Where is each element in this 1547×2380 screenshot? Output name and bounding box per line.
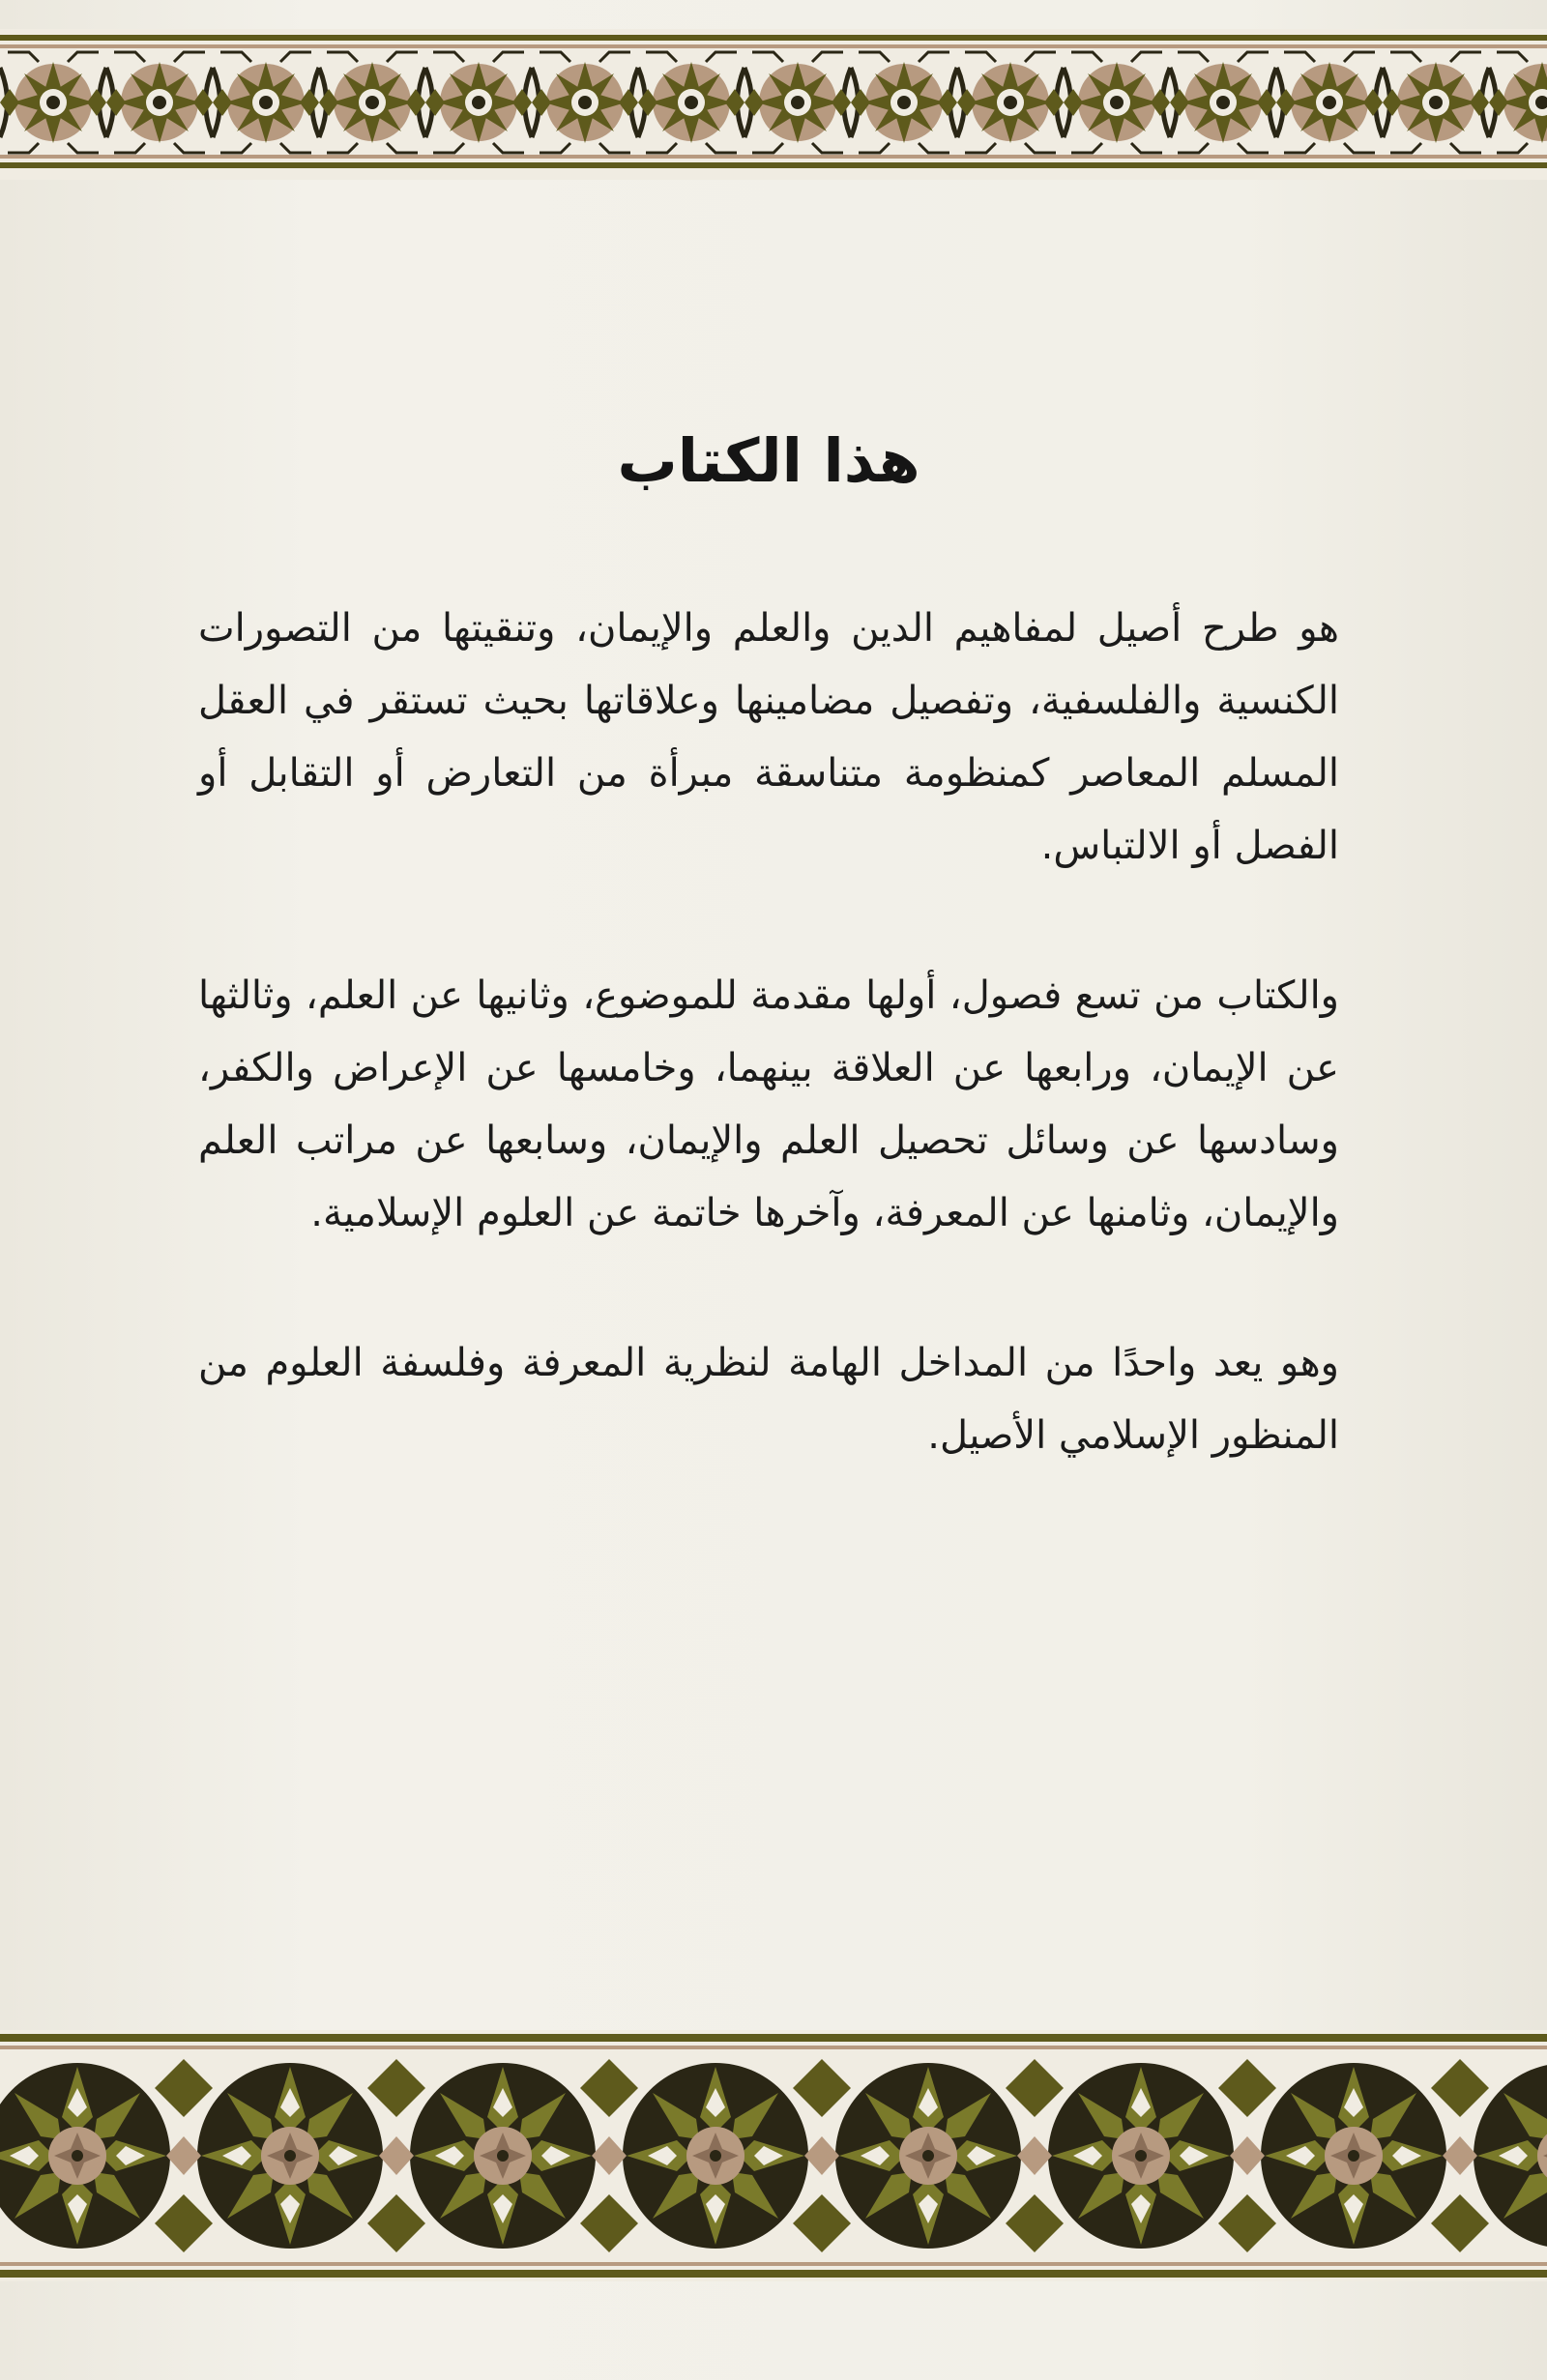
page-title: هذا الكتاب	[617, 425, 920, 496]
top-ornament-border	[0, 29, 1547, 180]
top-ornament-icon	[0, 29, 1547, 180]
bottom-ornament-icon	[0, 2030, 1547, 2281]
bottom-ornament-border	[0, 2030, 1547, 2281]
paragraph-conclusion: وهو يعد واحدًا من المداخل الهامة لنظرية المعرفة وفلسفة العلوم من المنظور الإسلامي الأصيل.	[198, 1341, 1339, 1458]
paragraph-intro: هو طرح أصيل لمفاهيم الدين والعلم والإيمان، وتنقيتها من التصورات الكنسية والفلسفية، وتفصيل مضامينها وعلاقاتها بحيث تستقر في العقل المسلم المعاصر كمنظومة متناسقة مبرأة من التعارض أو التقابل أو الفصل أو الالتباس.	[198, 606, 1339, 868]
blurb-content	[198, 425, 1339, 1550]
paragraph-chapters: والكتاب من تسع فصول، أولها مقدمة للموضوع، وثانيها عن العلم، وثالثها عن الإيمان، ورابعها عن العلاقة بينهما، وخامسها عن الإعراض والكفر، وسادسها عن وسائل تحصيل العلم والإيمان، وسابعها عن مراتب العلم والإيمان، وثامنها عن المعرفة، وآخرها خاتمة عن العلوم الإسلامية.	[198, 973, 1339, 1235]
